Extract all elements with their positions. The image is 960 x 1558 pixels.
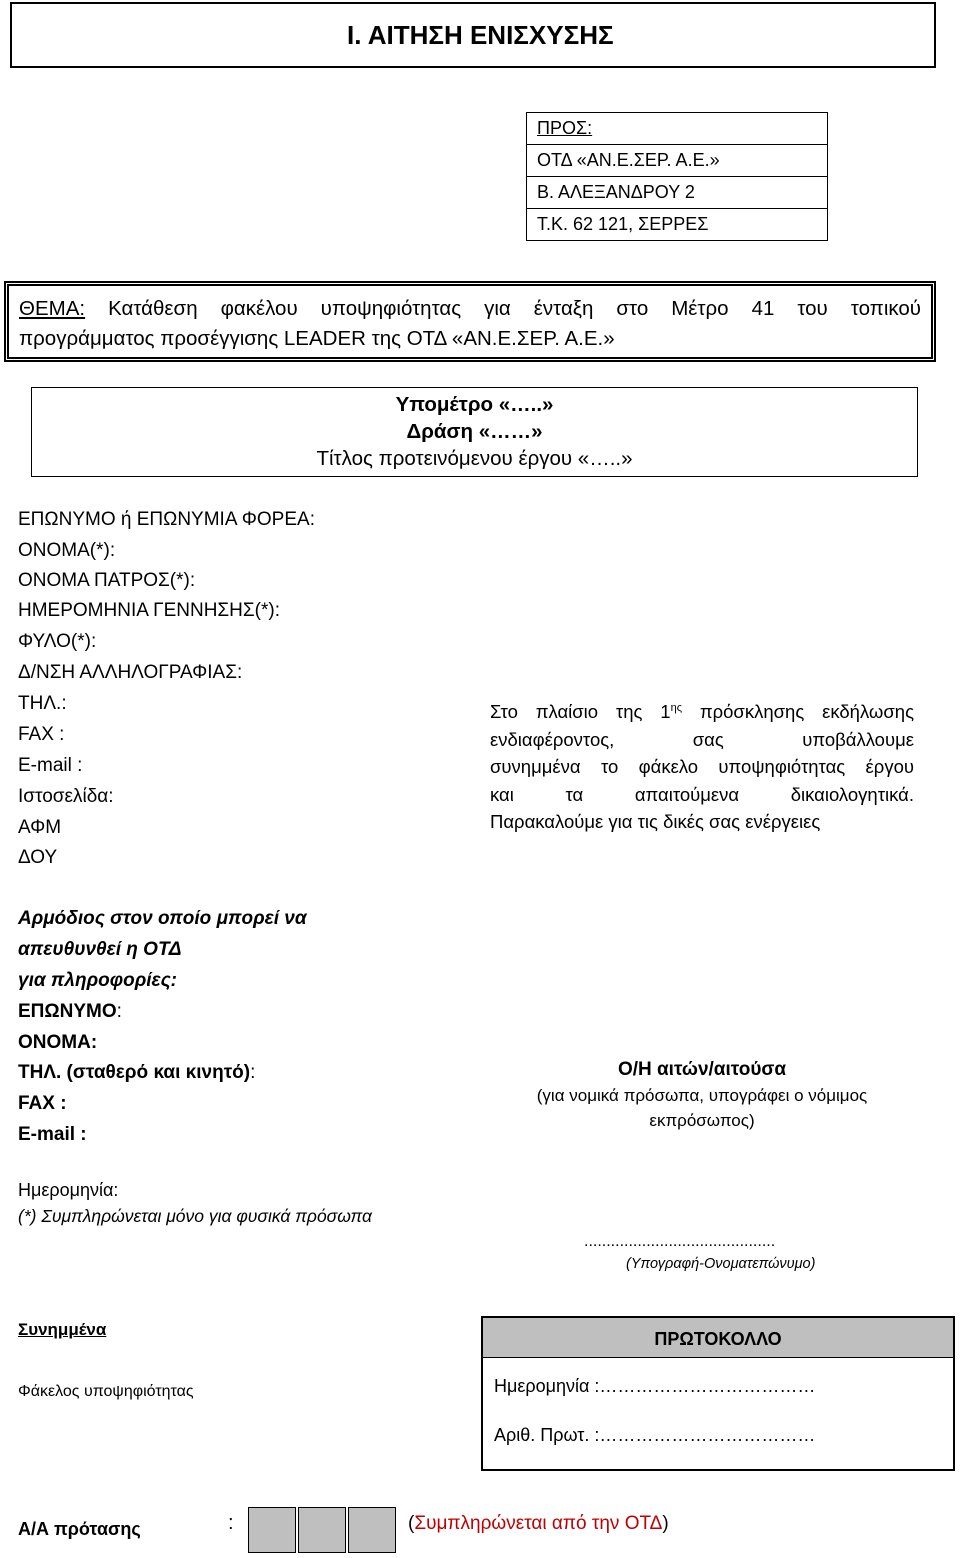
proposal-number-boxes — [248, 1507, 398, 1553]
signatory-title: Ο/Η αιτών/αιτούσα — [617, 1059, 787, 1080]
field-fax: FAX : — [18, 724, 65, 745]
attachments-heading: Συνημμένα — [18, 1320, 107, 1339]
subject-label: ΘΕΜΑ: — [19, 297, 86, 320]
protocol-date: Ημερομηνία :……………………………… — [494, 1376, 816, 1396]
proposal-label: Α/Α πρότασης — [18, 1519, 141, 1539]
recipient-table — [526, 112, 828, 241]
action: Δράση «……» — [406, 420, 543, 443]
contact-heading: Αρμόδιος στον οποίο μπορεί να — [18, 908, 307, 929]
field-address: Δ/ΝΣΗ ΑΛΛΗΛΟΓΡΑΦΙΑΣ: — [18, 662, 243, 683]
field-name: ΟΝΟΜΑ(*): — [18, 540, 116, 561]
signature-caption: (Υπογραφή-Ονοματεπώνυμο) — [626, 1256, 816, 1272]
subject-line-2: προγράμματος προσέγγισης LEADER της ΟΤΔ «ΑΝ.Ε.ΣΕΡ. Α.Ε.» — [19, 327, 615, 350]
request-line-3: συνημμένα το φάκελο υποψηφιότητας έργου — [490, 756, 914, 778]
project-title: Τίτλος προτεινόμενου έργου «…..» — [316, 447, 633, 470]
recipient-line: Β. ΑΛΕΞΑΝΔΡΟΥ 2 — [527, 177, 828, 209]
signatory-block — [500, 1057, 904, 1133]
contact-surname: ΕΠΩΝΥΜΟ: — [18, 1001, 122, 1022]
field-website: Ιστοσελίδα: — [18, 786, 114, 807]
request-line-4: και τα απαιτούμενα δικαιολογητικά. — [490, 783, 914, 805]
submeasure: Υπομέτρο «…..» — [395, 393, 554, 416]
contact-fax: FAX : — [18, 1093, 67, 1114]
footnote: (*) Συμπληρώνεται μόνο για φυσικά πρόσωπα — [18, 1206, 372, 1226]
protocol-heading: ΠΡΩΤΟΚΟΛΛΟ — [483, 1318, 953, 1358]
field-tax-id: ΑΦΜ — [18, 817, 62, 838]
field-gender: ΦΥΛΟ(*): — [18, 631, 97, 652]
proposal-digit-box — [348, 1507, 396, 1553]
contact-heading: για πληροφορίες: — [18, 970, 178, 991]
project-box — [31, 387, 918, 477]
proposal-digit-box — [298, 1507, 346, 1553]
contact-name: ΟΝΟΜΑ: — [18, 1032, 98, 1053]
proposal-note: (Συμπληρώνεται από την ΟΤΔ) — [408, 1513, 669, 1534]
attachments-item: Φάκελος υποψηφιότητας — [18, 1383, 194, 1400]
signatory-note: εκπρόσωπος) — [649, 1111, 755, 1130]
request-paragraph — [490, 695, 914, 836]
contact-heading: απευθυνθεί η ΟΤΔ — [18, 939, 182, 960]
request-line-1: Στο πλαίσιο της $1^{\eta\varsigma}$ πρόσκλησης εκδήλωσης — [490, 701, 914, 723]
contact-phone: ΤΗΛ. (σταθερό και κινητό): — [18, 1062, 256, 1083]
form-title: Ι. ΑΙΤΗΣΗ ΕΝΙΣΧΥΣΗΣ — [347, 19, 614, 50]
field-surname-or-entity: ΕΠΩΝΥΜΟ ή ΕΠΩΝΥΜΙΑ ΦΟΡΕΑ: — [18, 509, 315, 530]
recipient-label: ΠΡΟΣ: — [527, 113, 828, 145]
protocol-number: Αριθ. Πρωτ. :……………………………… — [494, 1425, 816, 1445]
recipient-line: Τ.Κ. 62 121, ΣΕΡΡΕΣ — [527, 209, 828, 241]
recipient-line: ΟΤΔ «ΑΝ.Ε.ΣΕΡ. Α.Ε.» — [527, 145, 828, 177]
field-tax-office: ΔΟΥ — [18, 847, 58, 868]
proposal-digit-box — [248, 1507, 296, 1553]
field-father-name: ΟΝΟΜΑ ΠΑΤΡΟΣ(*): — [18, 570, 196, 591]
protocol-box — [481, 1316, 955, 1471]
signatory-note: (για νομικά πρόσωπα, υπογράφει ο νόμιμος — [536, 1086, 868, 1105]
field-birth-date: ΗΜΕΡΟΜΗΝΙΑ ΓΕΝΝΗΣΗΣ(*): — [18, 600, 280, 621]
field-email: E-mail : — [18, 755, 83, 776]
contact-email: E-mail : — [18, 1124, 87, 1145]
date-label: Ημερομηνία: — [18, 1180, 119, 1200]
proposal-colon: : — [228, 1512, 234, 1534]
request-line-2: ενδιαφέροντος, σας υποβάλλουμε — [490, 728, 914, 750]
subject-line-1: ΘΕΜΑ: Κατάθεση φακέλου υποψηφιότητας για ένταξη στο Μέτρο 41 του τοπικού — [19, 297, 921, 320]
signature-line: ........................................... — [584, 1233, 776, 1250]
form-title-box — [10, 2, 936, 68]
subject-box — [4, 281, 936, 362]
request-line-5: Παρακαλούμε για τις δικές σας ενέργειες — [490, 811, 821, 833]
field-phone: ΤΗΛ.: — [18, 693, 67, 714]
